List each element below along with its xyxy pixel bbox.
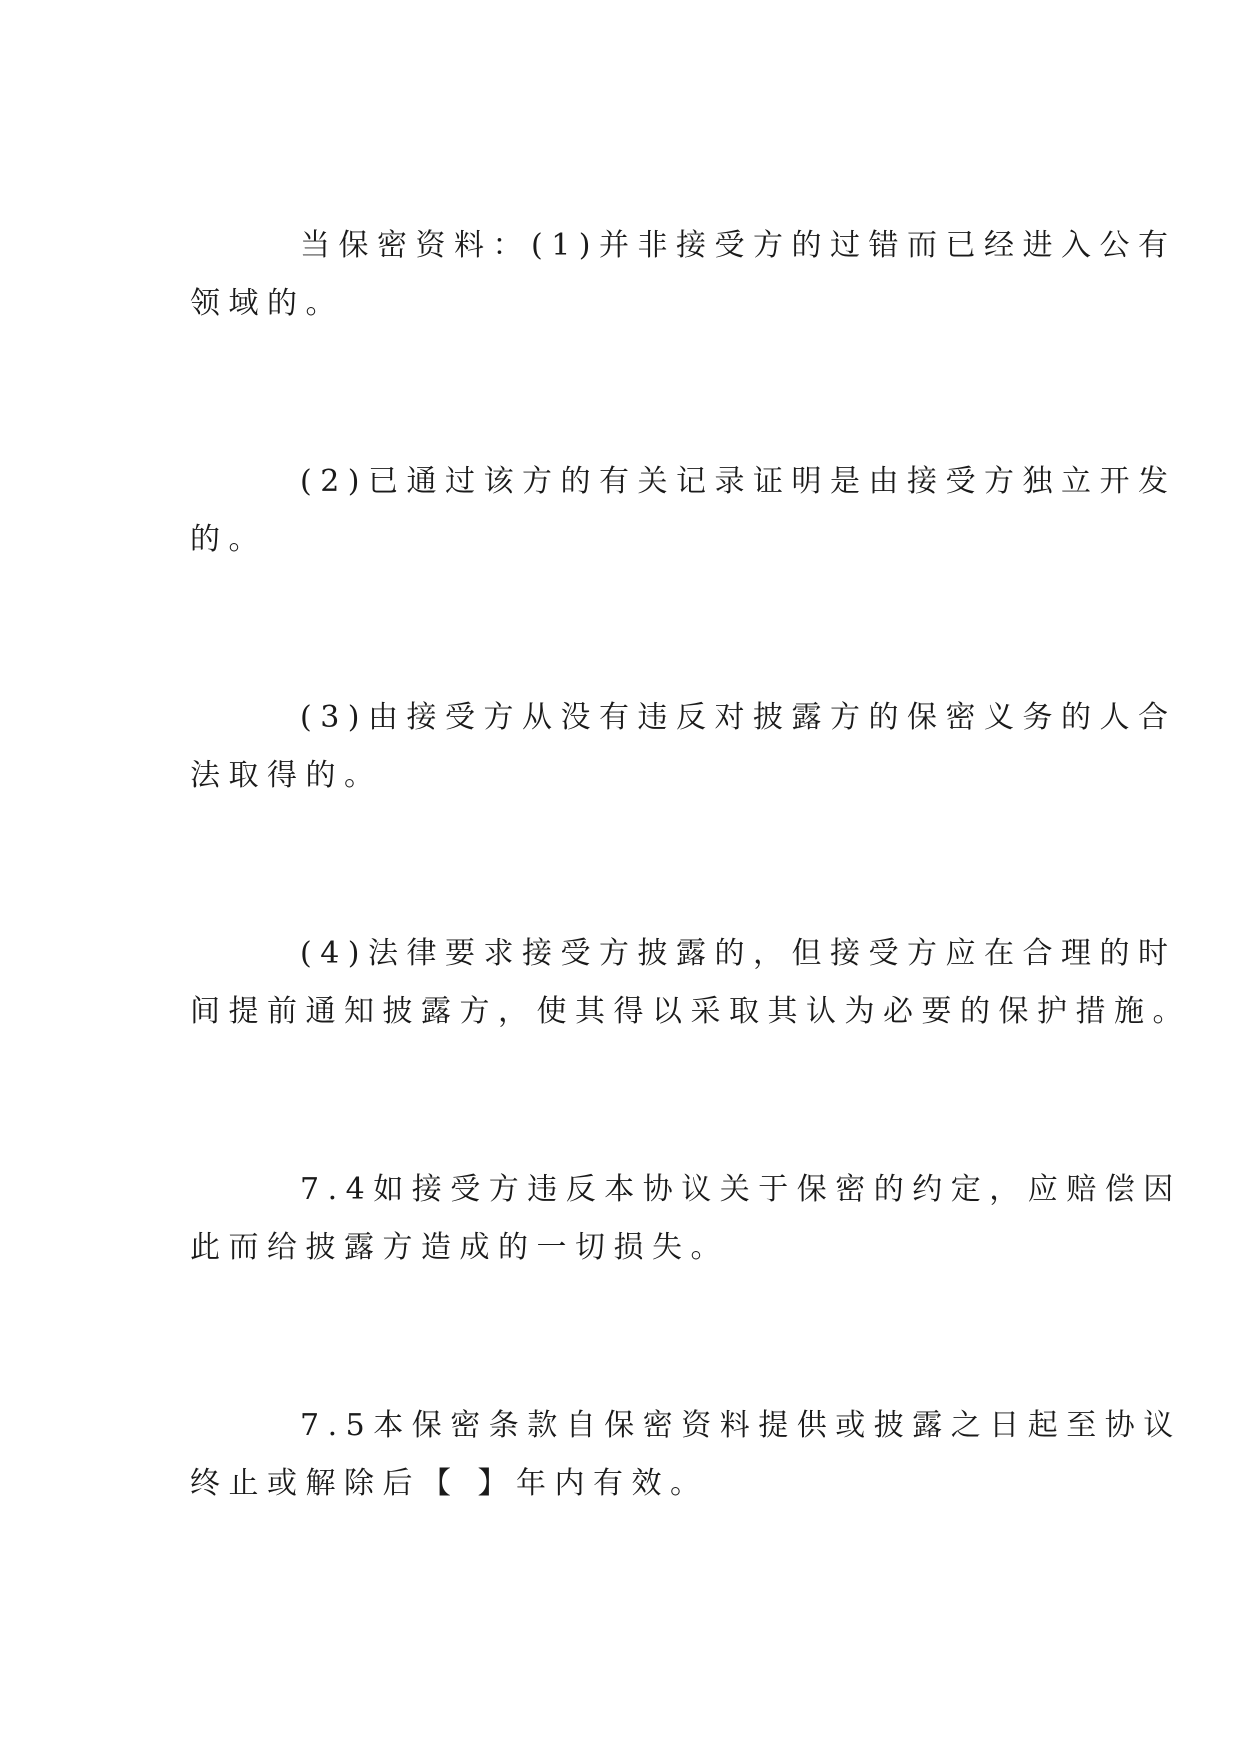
paragraph-line: (3)由接受方从没有违反对披露方的保密义务的人合 (300, 700, 1177, 735)
paragraph-line: (2)已通过该方的有关记录证明是由接受方独立开发 (300, 464, 1177, 499)
paragraph-line: 间提前通知披露方，使其得以采取其认为必要的保护措施。 (190, 994, 1191, 1029)
paragraph-line: 7.4如接受方违反本协议关于保密的约定，应赔偿因 (300, 1172, 1182, 1207)
paragraph-line: 领域的。 (190, 286, 344, 321)
paragraph-line: 终止或解除后【 】年内有效。 (190, 1466, 709, 1501)
paragraph-line: 此而给披露方造成的一切损失。 (190, 1230, 729, 1265)
paragraph-line: 法取得的。 (190, 758, 383, 793)
paragraph-line: 的。 (190, 522, 267, 557)
paragraph-line: 7.5本保密条款自保密资料提供或披露之日起至协议 (300, 1408, 1182, 1443)
paragraph-line: 当保密资料：(1)并非接受方的过错而已经进入公有 (300, 228, 1177, 263)
paragraph-line: (4)法律要求接受方披露的，但接受方应在合理的时 (300, 936, 1177, 971)
